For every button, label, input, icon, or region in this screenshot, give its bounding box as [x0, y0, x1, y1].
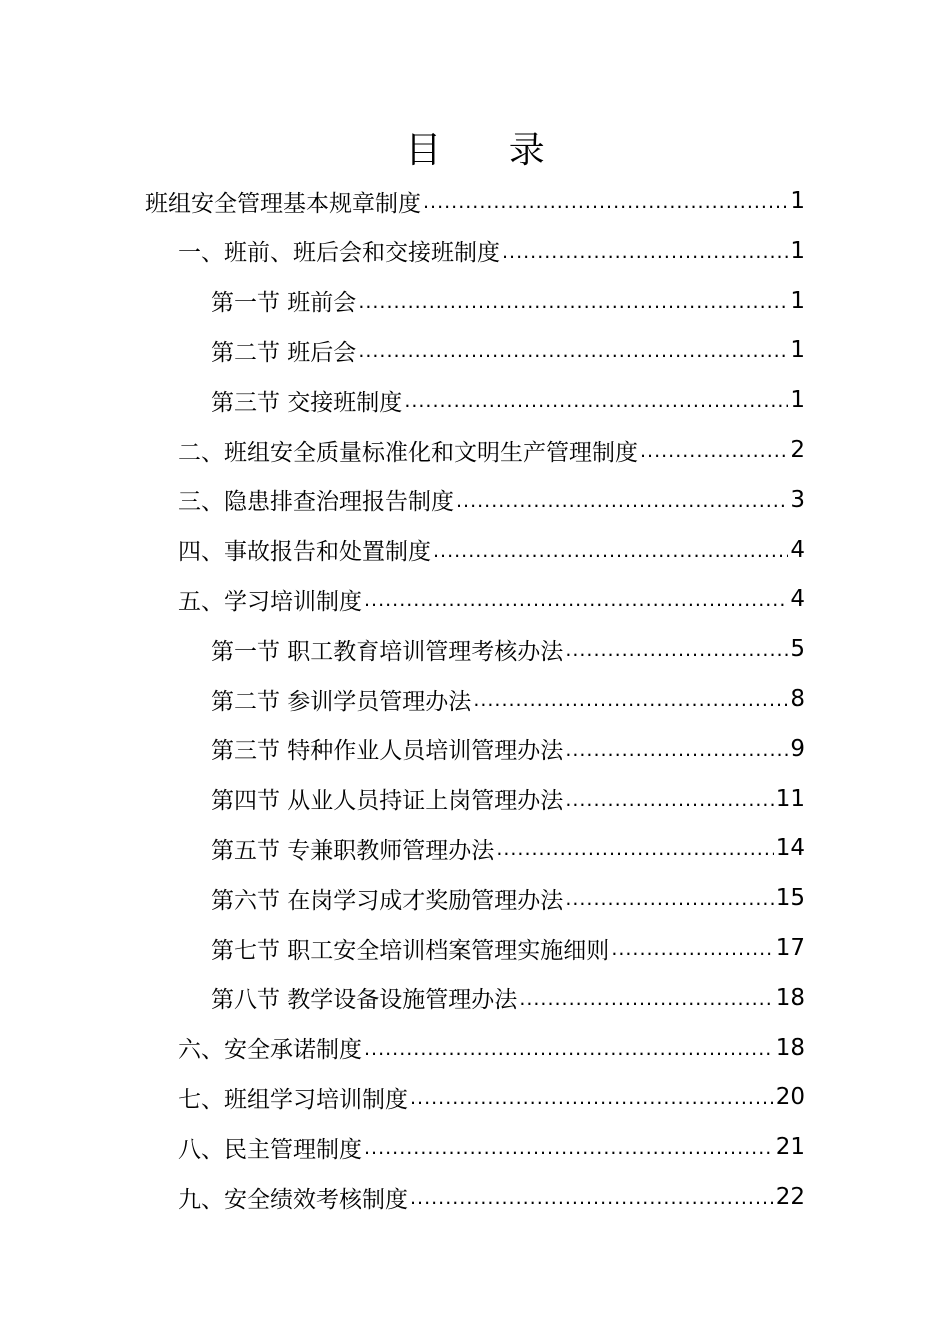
toc-entry-title: 三、隐患排查治理报告制度 — [178, 489, 454, 516]
toc-entry-title: 第四节 从业人员持证上岗管理办法 — [211, 788, 564, 815]
toc-entry-title: 第一节 班前会 — [211, 290, 357, 317]
toc-dot-leader — [433, 540, 788, 562]
toc-entry[interactable] — [178, 1172, 805, 1222]
toc-entry[interactable] — [211, 276, 805, 326]
toc-page-number: 21 — [775, 1134, 805, 1161]
toc-entry-title: 七、班组学习培训制度 — [178, 1086, 408, 1113]
page-title: 目 录 — [405, 130, 573, 171]
toc-entry-title: 第五节 专兼职教师管理办法 — [211, 837, 495, 864]
toc-dot-leader — [565, 639, 788, 661]
toc-entry[interactable] — [211, 973, 805, 1023]
toc-dot-leader — [640, 440, 788, 462]
toc-entry[interactable] — [211, 674, 805, 724]
toc-page-number: 1 — [790, 287, 805, 314]
toc-dot-leader — [423, 191, 788, 213]
toc-dot-leader — [410, 1187, 774, 1209]
toc-entry-title: 八、民主管理制度 — [178, 1136, 362, 1163]
toc-entry-title: 九、安全绩效考核制度 — [178, 1186, 408, 1213]
toc-entry[interactable] — [211, 823, 805, 873]
toc-dot-leader — [364, 1137, 774, 1159]
toc-dot-leader — [565, 739, 788, 761]
toc-entry[interactable] — [211, 923, 805, 973]
toc-entry[interactable] — [211, 774, 805, 824]
toc-page-number: 15 — [775, 885, 805, 912]
toc-dot-leader — [364, 1038, 774, 1060]
toc-page-number: 18 — [775, 1034, 805, 1061]
toc-entry[interactable] — [211, 325, 805, 375]
toc-entry-title: 二、班组安全质量标准化和文明生产管理制度 — [178, 439, 638, 466]
toc-entry[interactable] — [178, 1023, 805, 1073]
toc-entry[interactable] — [178, 1122, 805, 1172]
toc-entry-title: 班组安全管理基本规章制度 — [145, 190, 421, 217]
toc-page-number: 1 — [790, 387, 805, 414]
toc-page-number: 22 — [775, 1184, 805, 1210]
toc-dot-leader — [358, 340, 788, 362]
toc-entry-title: 六、安全承诺制度 — [178, 1037, 362, 1064]
toc-entry-title: 第六节 在岗学习成才奖励管理办法 — [211, 887, 564, 914]
toc-page-number: 14 — [775, 835, 805, 862]
toc-entry[interactable] — [178, 425, 805, 475]
toc-dot-leader — [410, 1087, 774, 1109]
toc-entry-title: 五、学习培训制度 — [178, 588, 362, 615]
toc-dot-leader — [358, 291, 788, 313]
toc-page-number: 9 — [790, 735, 805, 762]
toc-entry[interactable] — [178, 1072, 805, 1122]
toc-page-number: 2 — [790, 437, 805, 463]
toc-page-number: 1 — [790, 337, 805, 364]
toc-dot-leader — [502, 241, 788, 263]
toc-entry-title: 第二节 参训学员管理办法 — [211, 688, 472, 715]
toc-dot-leader — [496, 838, 773, 860]
toc-entry-title: 第一节 职工教育培训管理考核办法 — [211, 638, 564, 665]
toc-dot-leader — [611, 938, 773, 960]
toc-entry[interactable] — [211, 873, 805, 923]
toc-page-number: 17 — [775, 935, 805, 961]
toc-entry[interactable] — [178, 574, 805, 624]
toc-entry[interactable] — [178, 226, 805, 276]
toc-dot-leader — [404, 390, 788, 412]
toc-page-number: 20 — [775, 1084, 805, 1111]
toc-dot-leader — [565, 888, 773, 910]
toc-dot-leader — [519, 988, 773, 1010]
toc-entry-title: 四、事故报告和处置制度 — [178, 539, 431, 566]
toc-page-number: 4 — [790, 586, 805, 613]
toc-page-number: 11 — [775, 785, 805, 812]
toc-entry-title: 第二节 班后会 — [211, 339, 357, 366]
toc-dot-leader — [565, 789, 773, 811]
toc-page-number: 18 — [775, 984, 805, 1011]
toc-entry[interactable] — [211, 624, 805, 674]
toc-page-number: 1 — [790, 188, 805, 214]
toc-page-number: 1 — [790, 237, 805, 264]
toc-entry-title: 第七节 职工安全培训档案管理实施细则 — [211, 937, 610, 964]
toc-entry[interactable] — [178, 525, 805, 575]
toc-page-number: 5 — [790, 636, 805, 663]
toc-entry-title: 一、班前、班后会和交接班制度 — [178, 240, 500, 267]
toc-entry-title: 第三节 交接班制度 — [211, 389, 403, 416]
toc-entry[interactable] — [211, 724, 805, 774]
toc-entry-title: 第八节 教学设备设施管理办法 — [211, 987, 518, 1014]
toc-page-number: 4 — [790, 536, 805, 563]
toc-dot-leader — [456, 490, 788, 512]
toc-dot-leader — [473, 689, 788, 711]
toc-entry[interactable] — [145, 176, 805, 226]
toc-dot-leader — [364, 589, 788, 611]
toc-page-number: 8 — [790, 686, 805, 712]
toc-entry-title: 第三节 特种作业人员培训管理办法 — [211, 738, 564, 765]
toc-page-number: 3 — [790, 486, 805, 513]
toc-entry[interactable] — [178, 475, 805, 525]
toc-entry[interactable] — [211, 375, 805, 425]
